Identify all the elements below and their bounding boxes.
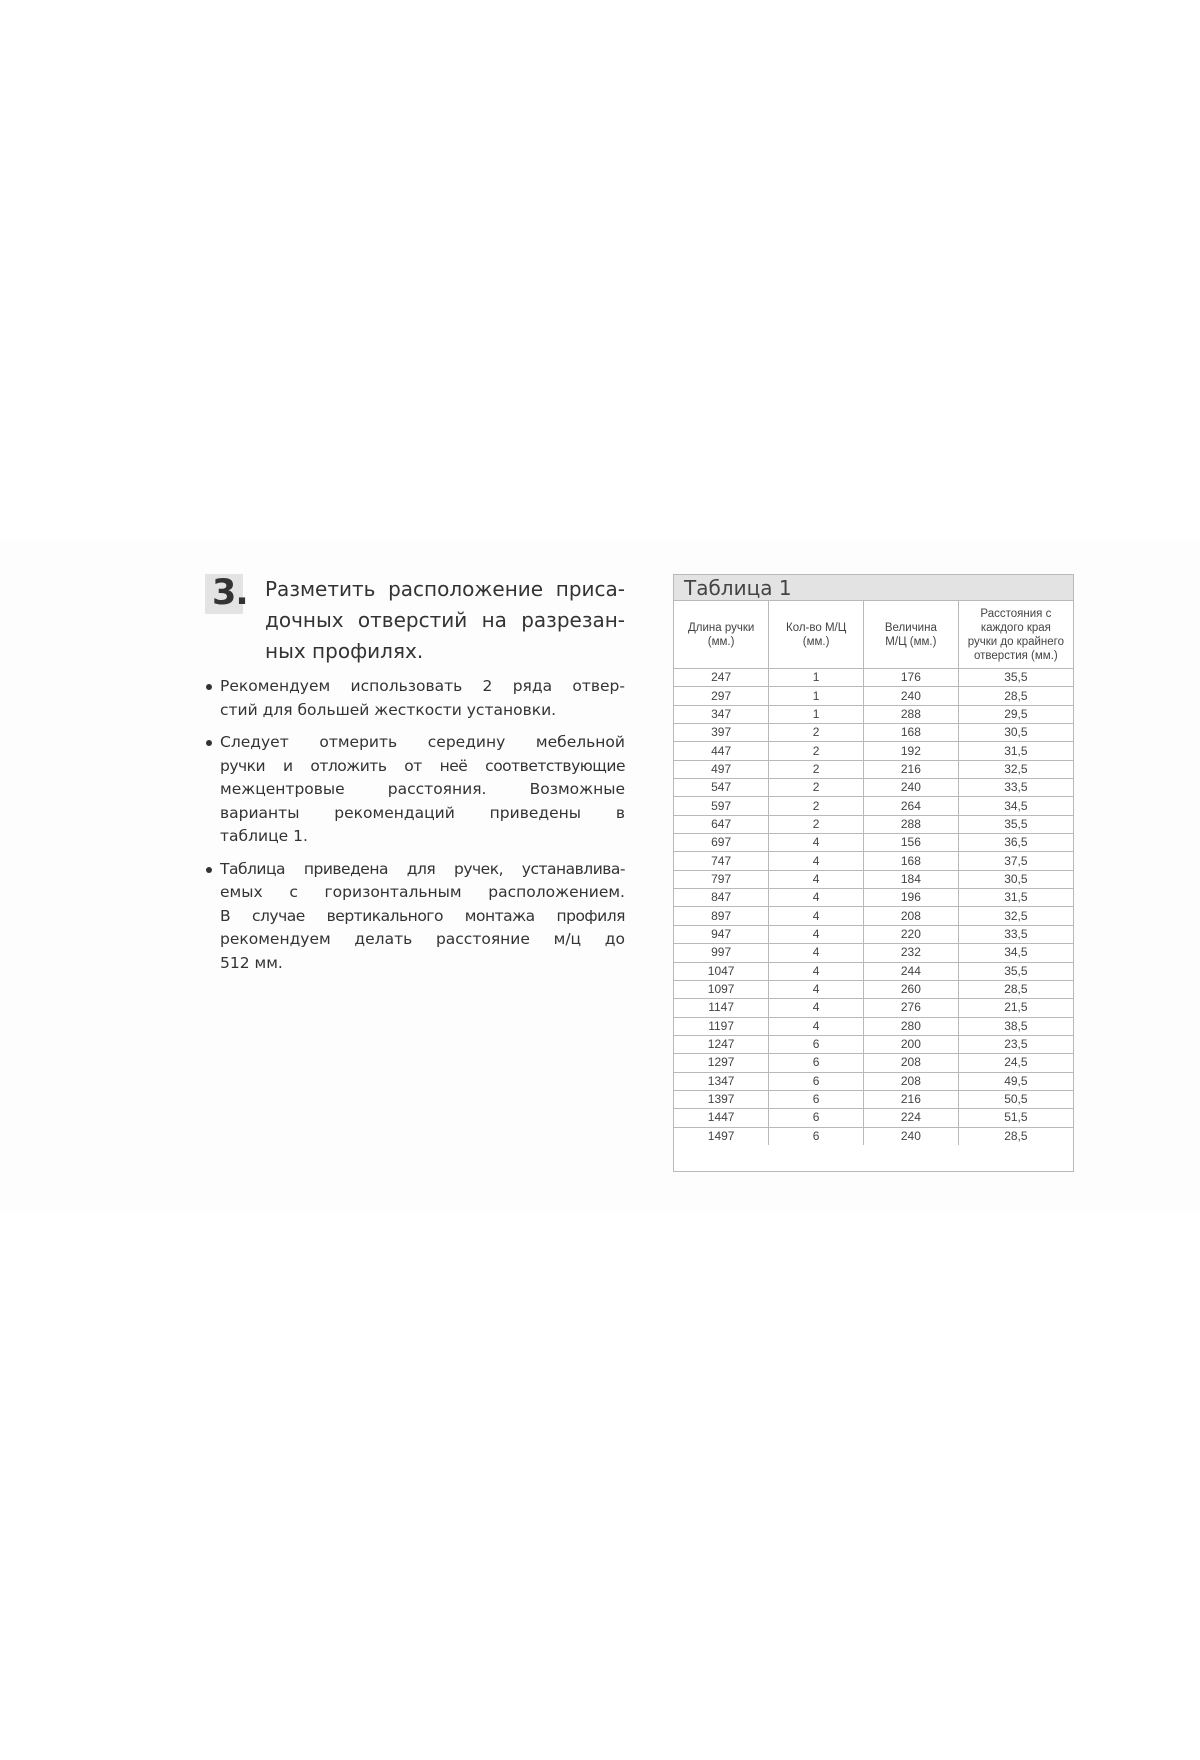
table-row bbox=[674, 1127, 1073, 1145]
cell-handle-length: 797 bbox=[674, 870, 769, 888]
cell-handle-length: 347 bbox=[674, 705, 769, 723]
cell-center-distance: 168 bbox=[864, 724, 959, 742]
table-row bbox=[674, 1109, 1073, 1127]
cell-handle-length: 247 bbox=[674, 669, 769, 687]
table-row bbox=[674, 925, 1073, 943]
cell-handle-length: 547 bbox=[674, 779, 769, 797]
cell-edge-distance: 51,5 bbox=[958, 1109, 1073, 1127]
cell-edge-distance: 33,5 bbox=[958, 925, 1073, 943]
cell-center-count: 6 bbox=[769, 1127, 864, 1145]
cell-center-count: 1 bbox=[769, 705, 864, 723]
cell-center-count: 4 bbox=[769, 834, 864, 852]
recommendation-item bbox=[204, 675, 625, 722]
cell-center-count: 1 bbox=[769, 687, 864, 705]
cell-center-count: 4 bbox=[769, 870, 864, 888]
cell-center-count: 2 bbox=[769, 815, 864, 833]
cell-edge-distance: 23,5 bbox=[958, 1035, 1073, 1053]
cell-edge-distance: 21,5 bbox=[958, 999, 1073, 1017]
table-row bbox=[674, 907, 1073, 925]
step-heading-line: Разметить расположение приса- bbox=[265, 577, 625, 601]
recommendation-item bbox=[204, 731, 625, 849]
cell-handle-length: 397 bbox=[674, 724, 769, 742]
table-row bbox=[674, 1072, 1073, 1090]
table-row bbox=[674, 742, 1073, 760]
cell-edge-distance: 24,5 bbox=[958, 1054, 1073, 1072]
cell-edge-distance: 31,5 bbox=[958, 742, 1073, 760]
step-number: 3. bbox=[212, 573, 248, 613]
cell-center-distance: 220 bbox=[864, 925, 959, 943]
cell-handle-length: 1097 bbox=[674, 980, 769, 998]
cell-center-count: 4 bbox=[769, 999, 864, 1017]
recommendation-line: стий для большей жесткости установки. bbox=[220, 700, 557, 719]
cell-edge-distance: 32,5 bbox=[958, 907, 1073, 925]
cell-edge-distance: 35,5 bbox=[958, 962, 1073, 980]
handle-spacing-table bbox=[673, 574, 1074, 1172]
cell-center-distance: 280 bbox=[864, 1017, 959, 1035]
recommendation-list bbox=[204, 675, 625, 984]
cell-handle-length: 1147 bbox=[674, 999, 769, 1017]
cell-center-distance: 208 bbox=[864, 907, 959, 925]
cell-center-distance: 184 bbox=[864, 870, 959, 888]
table-row bbox=[674, 779, 1073, 797]
bullet-icon bbox=[206, 867, 212, 873]
cell-edge-distance: 34,5 bbox=[958, 797, 1073, 815]
cell-edge-distance: 29,5 bbox=[958, 705, 1073, 723]
cell-center-distance: 176 bbox=[864, 669, 959, 687]
cell-edge-distance: 28,5 bbox=[958, 980, 1073, 998]
cell-center-count: 2 bbox=[769, 797, 864, 815]
step-heading-line: дочных отверстий на разрезан- bbox=[265, 608, 625, 632]
table-row bbox=[674, 889, 1073, 907]
cell-center-count: 6 bbox=[769, 1090, 864, 1108]
cell-center-distance: 208 bbox=[864, 1054, 959, 1072]
recommendation-line: емых с горизонтальным расположением. bbox=[220, 883, 625, 901]
cell-center-distance: 240 bbox=[864, 1127, 959, 1145]
cell-handle-length: 297 bbox=[674, 687, 769, 705]
step-heading-line: ных профилях. bbox=[265, 639, 424, 663]
cell-center-distance: 232 bbox=[864, 944, 959, 962]
table-row bbox=[674, 797, 1073, 815]
cell-center-distance: 200 bbox=[864, 1035, 959, 1053]
cell-center-distance: 240 bbox=[864, 779, 959, 797]
cell-edge-distance: 35,5 bbox=[958, 669, 1073, 687]
cell-center-distance: 288 bbox=[864, 815, 959, 833]
cell-handle-length: 447 bbox=[674, 742, 769, 760]
cell-center-distance: 216 bbox=[864, 760, 959, 778]
table-body bbox=[674, 669, 1073, 1145]
cell-center-count: 2 bbox=[769, 779, 864, 797]
table-row bbox=[674, 724, 1073, 742]
cell-center-count: 2 bbox=[769, 724, 864, 742]
recommendation-line: ручки и отложить от неё соответствующие bbox=[220, 756, 625, 775]
cell-edge-distance: 36,5 bbox=[958, 834, 1073, 852]
table-row bbox=[674, 1090, 1073, 1108]
cell-center-count: 4 bbox=[769, 944, 864, 962]
cell-edge-distance: 32,5 bbox=[958, 760, 1073, 778]
cell-center-count: 1 bbox=[769, 669, 864, 687]
cell-center-count: 4 bbox=[769, 1017, 864, 1035]
cell-handle-length: 1497 bbox=[674, 1127, 769, 1145]
cell-handle-length: 1397 bbox=[674, 1090, 769, 1108]
recommendation-line: Следует отмерить середину мебельной bbox=[220, 733, 625, 751]
recommendation-line: таблице 1. bbox=[220, 827, 308, 845]
recommendation-line: рекомендуем делать расстояние м/ц до bbox=[220, 930, 625, 948]
cell-center-distance: 264 bbox=[864, 797, 959, 815]
cell-handle-length: 847 bbox=[674, 889, 769, 907]
cell-edge-distance: 50,5 bbox=[958, 1090, 1073, 1108]
cell-center-count: 6 bbox=[769, 1054, 864, 1072]
cell-center-distance: 244 bbox=[864, 962, 959, 980]
recommendation-item bbox=[204, 858, 625, 976]
table-row bbox=[674, 760, 1073, 778]
cell-edge-distance: 49,5 bbox=[958, 1072, 1073, 1090]
cell-edge-distance: 37,5 bbox=[958, 852, 1073, 870]
cell-handle-length: 1297 bbox=[674, 1054, 769, 1072]
cell-handle-length: 1197 bbox=[674, 1017, 769, 1035]
table-row bbox=[674, 815, 1073, 833]
cell-center-distance: 192 bbox=[864, 742, 959, 760]
cell-center-distance: 168 bbox=[864, 852, 959, 870]
column-header-edge-distance: Расстояния с каждого края ручки до крайнего отверстия (мм.) bbox=[958, 601, 1073, 669]
cell-edge-distance: 30,5 bbox=[958, 870, 1073, 888]
cell-handle-length: 747 bbox=[674, 852, 769, 870]
cell-handle-length: 947 bbox=[674, 925, 769, 943]
table-header-row bbox=[674, 601, 1073, 669]
table-row bbox=[674, 980, 1073, 998]
cell-edge-distance: 34,5 bbox=[958, 944, 1073, 962]
cell-center-distance: 196 bbox=[864, 889, 959, 907]
cell-center-distance: 288 bbox=[864, 705, 959, 723]
cell-handle-length: 697 bbox=[674, 834, 769, 852]
cell-handle-length: 1347 bbox=[674, 1072, 769, 1090]
column-header-handle-length: Длина ручки (мм.) bbox=[674, 601, 769, 669]
recommendation-line: варианты рекомендаций приведены в bbox=[220, 803, 625, 822]
cell-center-count: 6 bbox=[769, 1072, 864, 1090]
cell-handle-length: 597 bbox=[674, 797, 769, 815]
cell-edge-distance: 31,5 bbox=[958, 889, 1073, 907]
table-row bbox=[674, 1054, 1073, 1072]
cell-center-count: 6 bbox=[769, 1109, 864, 1127]
cell-center-count: 4 bbox=[769, 980, 864, 998]
cell-center-count: 6 bbox=[769, 1035, 864, 1053]
cell-center-distance: 240 bbox=[864, 687, 959, 705]
cell-center-distance: 224 bbox=[864, 1109, 959, 1127]
table-row bbox=[674, 1017, 1073, 1035]
cell-edge-distance: 28,5 bbox=[958, 687, 1073, 705]
cell-center-count: 2 bbox=[769, 760, 864, 778]
table-row bbox=[674, 870, 1073, 888]
cell-center-distance: 216 bbox=[864, 1090, 959, 1108]
step-heading bbox=[265, 574, 625, 667]
cell-center-count: 4 bbox=[769, 907, 864, 925]
cell-edge-distance: 35,5 bbox=[958, 815, 1073, 833]
cell-handle-length: 1247 bbox=[674, 1035, 769, 1053]
recommendation-line: Таблица приведена для ручек, устанавлива- bbox=[220, 859, 625, 878]
cell-handle-length: 997 bbox=[674, 944, 769, 962]
cell-edge-distance: 28,5 bbox=[958, 1127, 1073, 1145]
cell-center-distance: 276 bbox=[864, 999, 959, 1017]
recommendation-line: межцентровые расстояния. Возможные bbox=[220, 780, 625, 798]
cell-handle-length: 1447 bbox=[674, 1109, 769, 1127]
cell-edge-distance: 30,5 bbox=[958, 724, 1073, 742]
cell-handle-length: 647 bbox=[674, 815, 769, 833]
table-row bbox=[674, 852, 1073, 870]
cell-handle-length: 897 bbox=[674, 907, 769, 925]
spacing-table bbox=[674, 601, 1073, 1145]
table-title: Таблица 1 bbox=[674, 575, 1073, 601]
cell-edge-distance: 33,5 bbox=[958, 779, 1073, 797]
cell-center-count: 4 bbox=[769, 962, 864, 980]
column-header-center-distance: Величина М/Ц (мм.) bbox=[864, 601, 959, 669]
cell-center-distance: 260 bbox=[864, 980, 959, 998]
column-header-center-count: Кол-во М/Ц (мм.) bbox=[769, 601, 864, 669]
cell-edge-distance: 38,5 bbox=[958, 1017, 1073, 1035]
bullet-icon bbox=[206, 684, 212, 690]
cell-center-distance: 208 bbox=[864, 1072, 959, 1090]
table-row bbox=[674, 944, 1073, 962]
cell-center-count: 2 bbox=[769, 742, 864, 760]
table-row bbox=[674, 962, 1073, 980]
cell-handle-length: 1047 bbox=[674, 962, 769, 980]
cell-center-count: 4 bbox=[769, 852, 864, 870]
table-row bbox=[674, 999, 1073, 1017]
table-row bbox=[674, 834, 1073, 852]
cell-center-distance: 156 bbox=[864, 834, 959, 852]
table-row bbox=[674, 1035, 1073, 1053]
recommendation-line: В случае вертикального монтажа профиля bbox=[220, 906, 625, 925]
cell-handle-length: 497 bbox=[674, 760, 769, 778]
recommendation-line: Рекомендуем использовать 2 ряда отвер- bbox=[220, 677, 625, 695]
table-row bbox=[674, 687, 1073, 705]
table-row bbox=[674, 669, 1073, 687]
bullet-icon bbox=[206, 740, 212, 746]
cell-center-count: 4 bbox=[769, 925, 864, 943]
recommendation-line: 512 мм. bbox=[220, 953, 283, 972]
table-row bbox=[674, 705, 1073, 723]
cell-center-count: 4 bbox=[769, 889, 864, 907]
